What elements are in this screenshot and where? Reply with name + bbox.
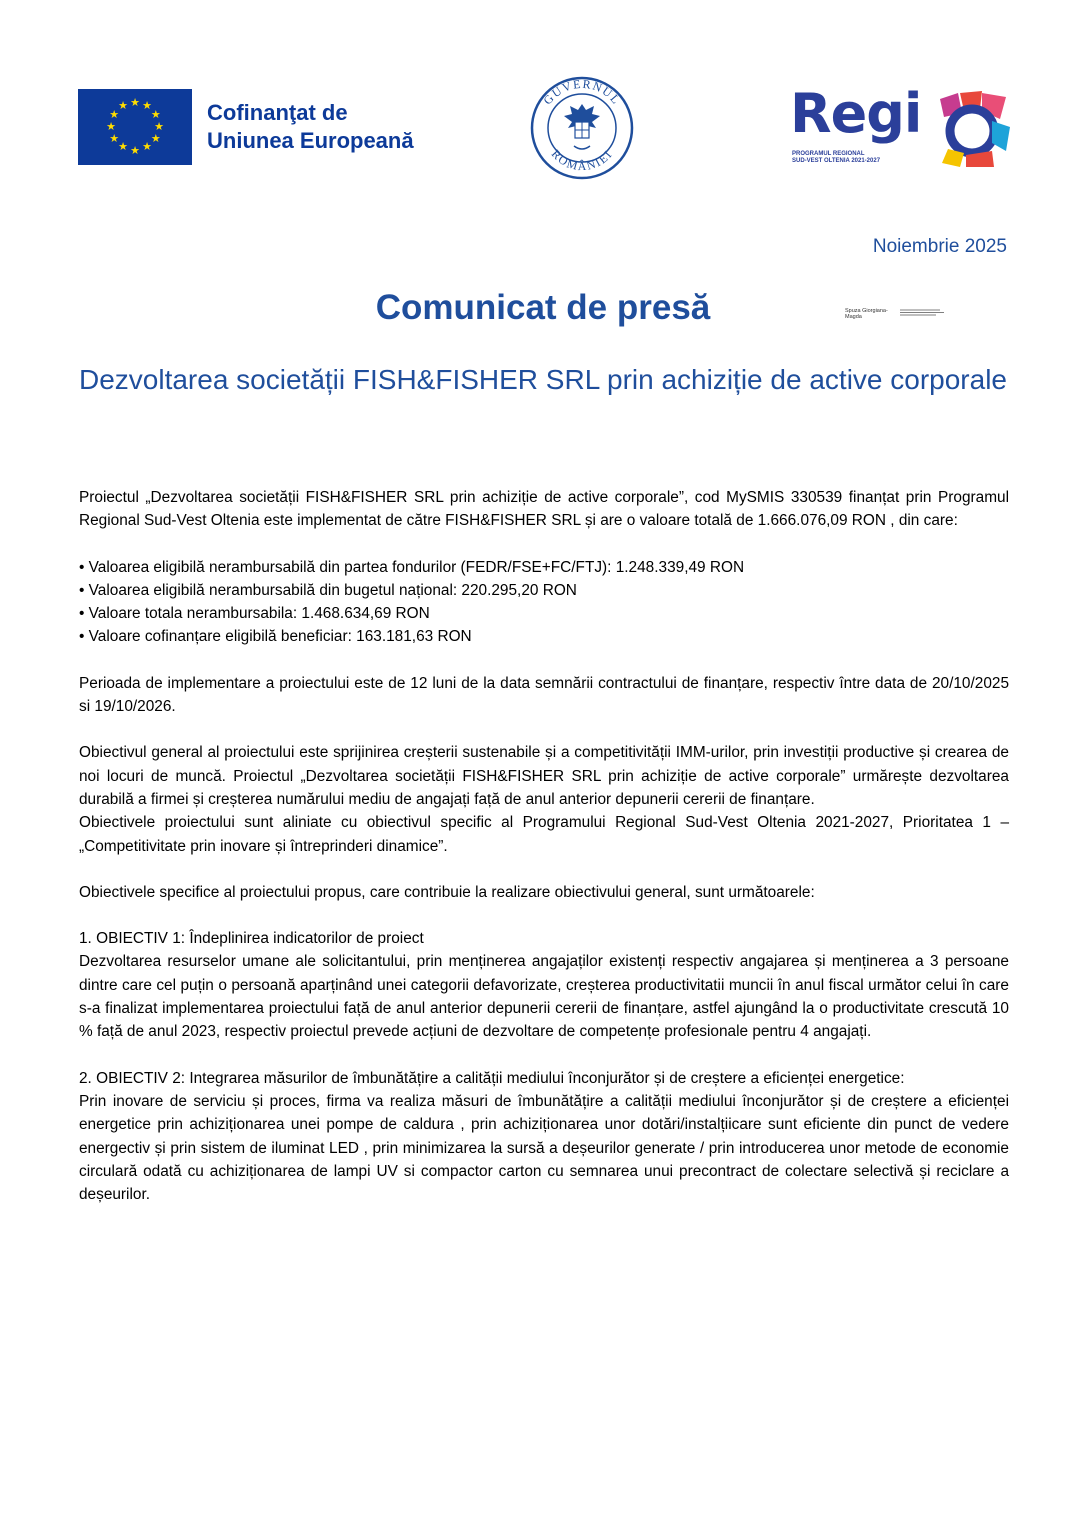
seal-bottom-text: ROMÂNIEI (548, 146, 616, 174)
eu-logo-line-1: Cofinanţat de (207, 100, 348, 125)
objective-2-heading: 2. OBIECTIV 2: Integrarea măsurilor de îmbunătățire a calității mediului înconjurător și de creștere a eficienței energetice: (79, 1069, 905, 1087)
regio-wordmark: Regi (790, 82, 922, 145)
eu-logo-line-2: Uniunea Europeană (207, 128, 414, 153)
page-title: Comunicat de presă (375, 288, 711, 327)
eu-star-icon: ★ (142, 99, 152, 112)
objective-1-text: Dezvoltarea resurselor umane ale solicitantului, prin menținerea angajaților existenți respectiv angajarea și menținerea a 3 persoane dintre care cel puțin o persoană aparținând unei categorii defavorizate, creșterea productivitatii muncii în anul fiscal următor celui în care s-a finalizat implementarea proiectului față de anul anterior depunerii cererii de finanțare, astfel ajungând la o productivitate crescută 10 % față de anul 2023, respectiv proiectul prevede acțiuni de dezvoltare de competențe profesionale pentru 4 angajați. (79, 953, 1009, 1041)
list-item: • Valoare cofinanțare eligibilă beneficiar: 163.181,63 RON (79, 628, 472, 646)
objective-2-text: Prin inovare de serviciu și proces, firma va realiza măsuri de îmbunătățire a calității mediului înconjurător și de creștere a eficienței energetice prin achiziționarea unei pompe de caldura , prin achiziționarea unor dotări/instalțiicare sunt eficiente din punct de vedere energectiv și prin sistem de iluminat LED , prin minimizarea la sursă a deșeurilor generate / prin introducerea unor metode de economie circulară odată cu achiziționarea de lampi UV si compactor carton cu semnarea unui precontract de colectare selectivă și reciclare a deșeurilor. (79, 1092, 1009, 1204)
list-item: • Valoarea eligibilă nerambursabilă din bugetul național: 220.295,20 RON (79, 581, 577, 599)
eu-logo-text (207, 99, 414, 155)
eu-star-icon: ★ (106, 120, 116, 133)
eu-star-icon: ★ (150, 132, 161, 145)
svg-text:ROMÂNIEI (549, 147, 616, 173)
release-date: Noiembrie 2025 (872, 236, 1007, 257)
eu-star-icon: ★ (118, 99, 128, 112)
regio-subtitle (792, 151, 880, 165)
intro-paragraph: Proiectul „Dezvoltarea societății FISH&FISHER SRL prin achiziție de active corporale”, cod MySMIS 330539 finanțat prin Programul Regional Sud-Vest Oltenia este implementat de către FISH&FISHER SRL și are o valoare totală de 1.666.076,09 RON , din care: (79, 489, 1009, 530)
eu-star-icon: ★ (142, 141, 152, 154)
eu-star-icon: ★ (109, 132, 120, 145)
romanian-government-seal (530, 76, 634, 180)
eu-cofinancing-logo (78, 89, 414, 165)
eu-star-icon: ★ (109, 108, 120, 121)
regio-program-logo (790, 82, 1012, 168)
eu-flag-icon (78, 89, 192, 165)
eu-star-icon: ★ (154, 120, 164, 133)
eu-star-icon: ★ (130, 96, 140, 109)
eu-star-icon: ★ (150, 108, 161, 121)
alignment-paragraph: Obiectivele proiectului sunt aliniate cu obiectivul specific al Programului Regional Sud-Vest Oltenia 2021-2027, Prioritatea 1 – „Competitivitate prin inovare și întreprinderi dinamice”. (79, 814, 1009, 855)
project-subtitle: Dezvoltarea societății FISH&FISHER SRL prin achiziție de active corporale (78, 364, 1007, 395)
signature-name (845, 308, 888, 320)
document-body (79, 486, 1009, 1206)
eu-star-icon: ★ (118, 141, 128, 154)
regio-o-mark-icon (936, 91, 1012, 172)
regio-subtitle-line-2: SUD-VEST OLTENIA 2021-2027 (792, 158, 881, 164)
seal-top-text: GUVERNUL (540, 76, 624, 108)
objective-1-heading: 1. OBIECTIV 1: Îndeplinirea indicatorilor de proiect (79, 930, 424, 948)
government-seal-icon (530, 76, 634, 180)
signature-name-line-2: Magda (845, 314, 862, 320)
svg-text:GUVERNUL (540, 77, 623, 108)
general-objective-paragraph: Obiectivul general al proiectului este sprijinirea creșterii sustenabile și a competitivității IMM-urilor, prin investiții productive și crearea de noi locuri de muncă. Proiectul „Dezvoltarea societății FISH&FISHER SRL prin achiziție de active corporale” urmărește dezvoltarea durabilă a firmei și creșterea numărului mediu de angajați față de anul anterior depunerii cererii de finanțare. (79, 744, 1009, 808)
list-item: • Valoare totala nerambursabila: 1.468.634,69 RON (79, 605, 430, 623)
list-item: • Valoarea eligibilă nerambursabilă din partea fondurilor (FEDR/FSE+FC/FTJ): 1.248.339,49 RON (79, 558, 745, 576)
signature-details-icon (900, 308, 950, 318)
regio-subtitle-line-1: PROGRAMUL REGIONAL (792, 151, 865, 157)
eu-star-icon: ★ (130, 144, 140, 157)
implementation-period: Perioada de implementare a proiectului este de 12 luni de la data semnării contractului de finanțare, respectiv între data de 20/10/2025 si 19/10/2026. (79, 674, 1009, 716)
signature-name-line-1: Spuza Giorgiana- (845, 308, 888, 314)
specific-objectives-intro: Obiectivele specifice al proiectului propus, care contribuie la realizare obiectivului general, sunt următoarele: (79, 883, 815, 901)
funding-list (79, 556, 1009, 649)
digital-signature (845, 308, 955, 322)
